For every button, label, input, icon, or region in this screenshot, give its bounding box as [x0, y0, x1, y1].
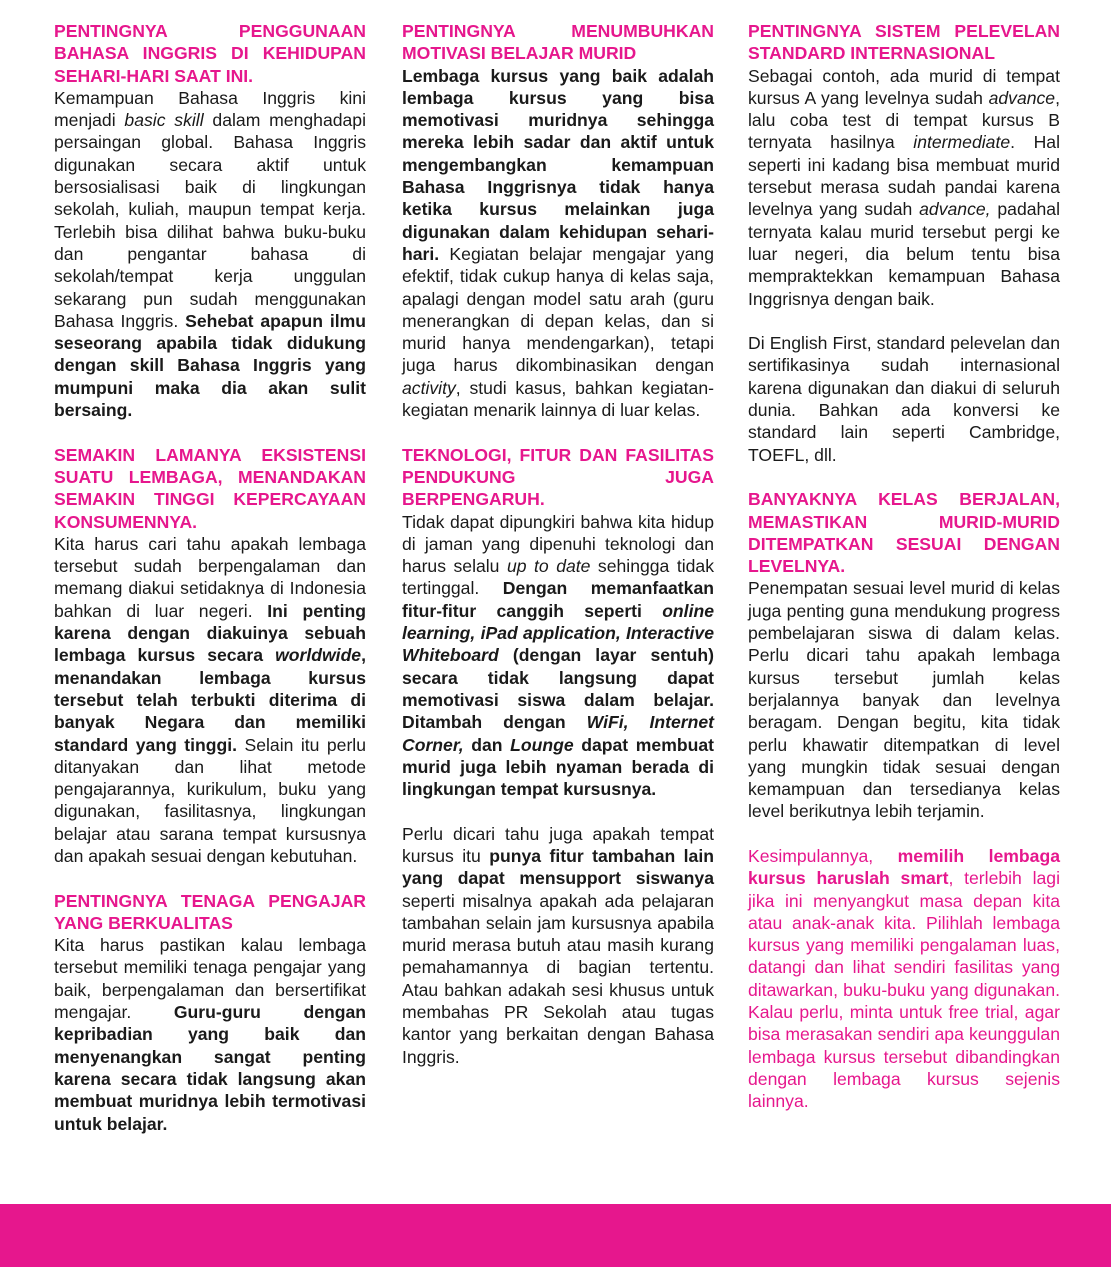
text-run: Kita harus pastikan kalau lembaga tersebut memiliki tenaga pengajar yang baik, berpengalaman dan bersertifikat mengajar.	[54, 935, 366, 1023]
section-technology-facilities	[402, 444, 714, 1068]
section-student-motivation	[402, 20, 714, 421]
section-conclusion	[748, 845, 1060, 1113]
text-run: , lalu coba test di tempat kursus B ternyata hasilnya	[748, 87, 1060, 153]
text-run: padahal ternyata kalau murid tersebut pergi ke luar negeri, dia belum tentu bisa mempraktekkan kemampuan Bahasa Inggrisnya dengan baik.	[748, 199, 1060, 309]
text-run: , menandakan lembaga kursus tersebut telah terbukti diterima di banyak Negara dan memiliki standard yang tinggi.	[54, 645, 366, 755]
column-right	[748, 20, 1060, 1135]
footer-color-band	[0, 1204, 1111, 1267]
text-run: Tidak dapat dipungkiri bahwa kita hidup di jaman yang dipenuhi teknologi dan harus selalu	[402, 511, 714, 577]
text-run: Kesimpulannya,	[748, 845, 898, 866]
text-run: , terlebih lagi jika ini menyangkut masa depan kita atau anak-anak kita. Pilihlah lembaga kursus yang memiliki pengalaman luas, datangi dan lihat sendiri fasilitas yang ditawarkan, buku-buku yang digunakan. Kalau perlu, minta untuk free trial, agar bisa merasakan sendiri apa keunggulan lembaga kursus tersebut dibandingkan dengan lembaga kursus sejenis lainnya.	[748, 868, 1060, 1112]
text-run: dapat membuat murid juga lebih nyaman berada di lingkungan tempat kursusnya.	[402, 734, 714, 800]
section-body: Penempatan sesuai level murid di kelas juga penting guna mendukung progress pembelajaran siswa di dalam kelas. Perlu dicari tahu apakah lembaga kursus tersebut jumlah kelas berjalannya banyak dan levelnya beragam. Dengan begitu, kita tidak perlu khawatir ditempatkan di level yang mungkin tidak sesuai dengan kemampuan dan tersedianya kelas level berikutnya lebih terjamin.	[748, 578, 1060, 822]
text-run: Selain itu perlu ditanyakan dan lihat metode pengajarannya, kurikulum, buku yang digunakan, fasilitasnya, lingkungan belajar atau sarana tempat kursusnya dan apakah sesuai dengan kebutuhan.	[54, 734, 366, 866]
bold-emphasis: memilih lembaga kursus haruslah smart	[748, 845, 1060, 889]
bold-emphasis	[54, 601, 366, 755]
bold-emphasis: Sehebat apapun ilmu seseorang apabila tidak didukung dengan skill Bahasa Inggris yang mumpuni maka dia akan sulit bersaing.	[54, 310, 366, 421]
bold-emphasis: punya fitur tambahan lain yang dapat mensupport siswanya	[402, 845, 714, 889]
section-heading: PENTINGNYA TENAGA PENGAJAR YANG BERKUALITAS	[54, 890, 366, 933]
paragraph-spacer	[402, 800, 714, 822]
text-run: dan	[463, 734, 511, 755]
section-body	[54, 934, 366, 1135]
text-run: sehingga tidak tertinggal.	[402, 556, 714, 599]
text-run: Sebagai contoh, ada murid di tempat kursus A yang levelnya sudah	[748, 65, 1060, 108]
column-left	[54, 20, 366, 1157]
section-body	[402, 511, 714, 801]
text-run: Kita harus cari tahu apakah lembaga tersebut sudah berpengalaman dan memang diakui setidaknya di Indonesia bahkan di luar negeri.	[54, 533, 366, 621]
paragraph-spacer	[748, 310, 1060, 332]
section-institution-existence	[54, 444, 366, 868]
section-heading: SEMAKIN LAMANYA EKSISTENSI SUATU LEMBAGA, MENANDAKAN SEMAKIN TINGGI KEPERCAYAAN KONSUMENNYA.	[54, 444, 366, 532]
italic-term: basic skill	[124, 110, 204, 131]
text-run: dalam menghadapi persaingan global. Bahasa Inggris digunakan secara aktif untuk bersosialisasi baik di lingkungan sekolah, kuliah, maupun tempat kerja. Terlebih bisa dilihat bahwa buku-buku dan pengantar bahasa di sekolah/tempat kerja unggulan sekarang pun sudah menggunakan Bahasa Inggris.	[54, 110, 366, 331]
bold-emphasis: Lembaga kursus yang baik adalah lembaga kursus yang bisa memotivasi muridnya sehingga mereka lebih sadar dan aktif untuk mengembangkan kemampuan Bahasa Inggrisnya tidak hanya ketika kursus melainkan juga digunakan dalam kehidupan sehari-hari.	[402, 65, 714, 264]
text-run: Kegiatan belajar mengajar yang efektif, tidak cukup hanya di kelas saja, apalagi dengan model satu arah (guru menerangkan di depan kelas, dan si murid hanya mendengarkan), tetapi juga harus dikombinasikan dengan	[402, 243, 714, 376]
section-body	[54, 533, 366, 867]
italic-term: worldwide	[275, 645, 362, 666]
bold-emphasis: Guru-guru dengan kepribadian yang baik dan menyenangkan sangat penting karena secara tidak langsung akan membuat muridnya lebih termotivasi untuk belajar.	[54, 1002, 367, 1134]
section-quality-teachers	[54, 890, 366, 1135]
text-run: seperti misalnya apakah ada pelajaran tambahan selain jam kursusnya apabila murid merasa butuh atau masih kurang pemahamannya di bagian tertentu. Atau bahkan adakah sesi khusus untuk membahas PR Sekolah atau tugas kantor yang berkaitan dengan Bahasa Inggris.	[402, 890, 714, 1067]
italic-term: WiFi, Internet Corner,	[402, 712, 714, 755]
italic-term: online learning, iPad application, Interactive Whiteboard	[402, 600, 714, 666]
column-middle	[402, 20, 714, 1090]
section-heading: TEKNOLOGI, FITUR DAN FASILITAS PENDUKUNG JUGA BERPENGARUH.	[402, 444, 714, 510]
section-heading: PENTINGNYA SISTEM PELEVELAN STANDARD INTERNASIONAL	[748, 21, 1060, 64]
conclusion-body	[748, 845, 1060, 1113]
section-many-classes	[748, 488, 1060, 822]
bold-emphasis	[402, 578, 714, 799]
text-run: Perlu dicari tahu juga apakah tempat kursus itu	[402, 823, 714, 866]
text-run: , studi kasus, bahkan kegiatan-kegiatan menarik lainnya di luar kelas.	[402, 377, 714, 421]
text-run: Ini penting karena dengan diakuinya sebuah lembaga kursus secara	[54, 600, 366, 666]
text-run: Kemampuan Bahasa Inggris kini menjadi	[54, 87, 366, 131]
section-body	[54, 87, 366, 421]
text-run: (dengan layar sentuh) secara tidak langsung dapat memotivasi siswa dalam belajar. Ditambah dengan	[402, 645, 714, 733]
section-body	[402, 823, 714, 1068]
italic-term: up to date	[506, 556, 591, 577]
section-heading: PENTINGNYA PENGGUNAAN BAHASA INGGRIS DI KEHIDUPAN SEHARI-HARI SAAT INI.	[54, 21, 366, 86]
section-heading: BANYAKNYA KELAS BERJALAN, MEMASTIKAN MURID-MURID DITEMPATKAN SESUAI DENGAN LEVELNYA.	[748, 489, 1060, 577]
section-body	[748, 65, 1060, 310]
section-english-importance	[54, 20, 366, 421]
italic-term: intermediate	[913, 132, 1011, 153]
text-run: Dengan memanfaatkan fitur-fitur canggih seperti	[402, 578, 714, 621]
italic-term: Lounge	[510, 734, 574, 755]
italic-term: advance,	[919, 199, 991, 220]
section-body: Di English First, standard pelevelan dan sertifikasinya sudah internasional karena digunakan dan diakui di seluruh dunia. Bahkan ada konversi ke standard lain seperti Cambridge, TOEFL, dll.	[748, 333, 1060, 465]
section-heading: PENTINGNYA MENUMBUHKAN MOTIVASI BELAJAR MURID	[402, 21, 714, 64]
text-run: . Hal seperti ini kadang bisa membuat murid tersebut merasa sudah pandai karena levelnya yang sudah	[748, 132, 1060, 220]
section-international-levels	[748, 20, 1060, 466]
italic-term: activity	[402, 377, 456, 398]
italic-term: advance	[988, 87, 1056, 108]
section-body	[402, 65, 714, 422]
